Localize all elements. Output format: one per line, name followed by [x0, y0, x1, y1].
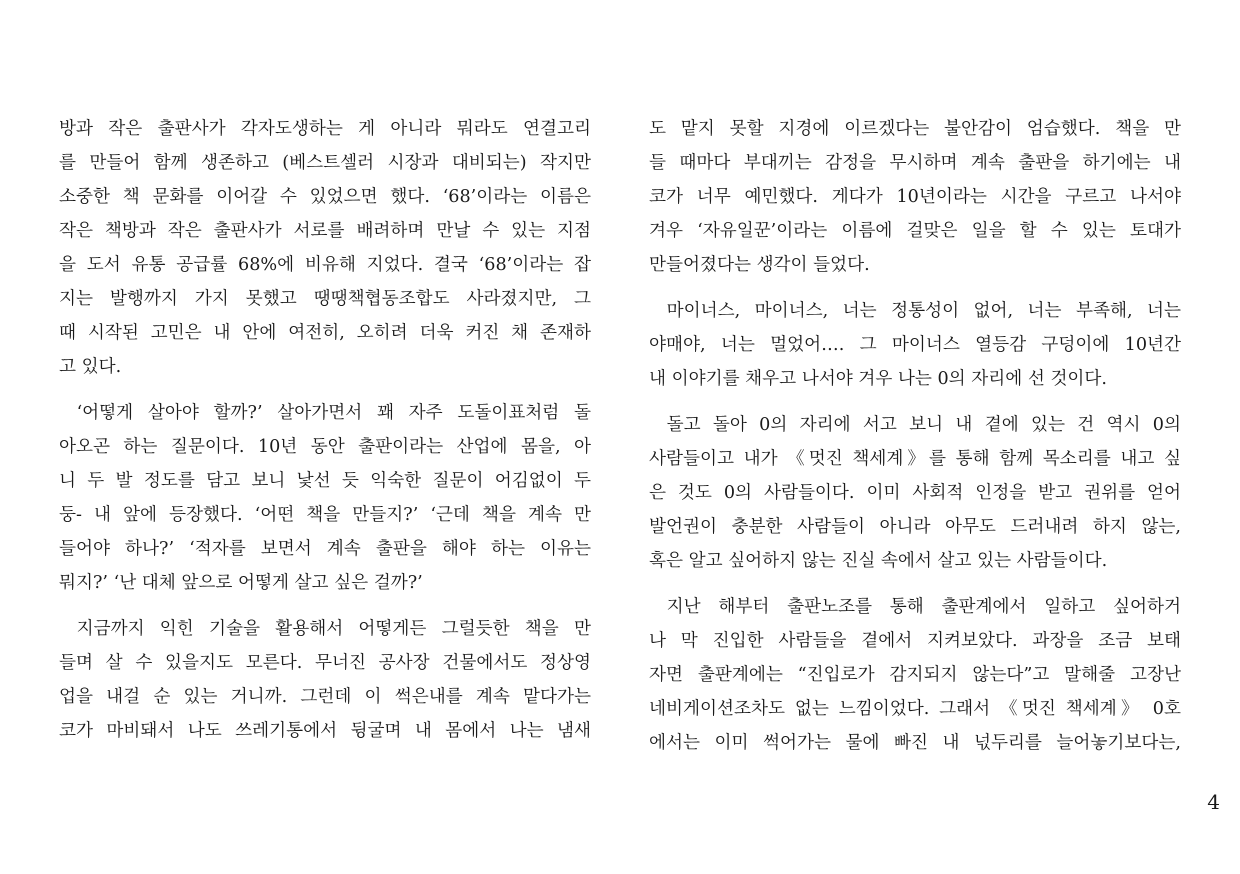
paragraph — [59, 112, 591, 384]
text-line: 네비게이션조차도 없는 느낌이었다. 그래서 《멋진 책세계》 0호 — [649, 699, 1181, 719]
text-line: 에서는 이미 썩어가는 물에 빠진 내 넋두리를 늘어놓기보다는, — [649, 733, 1181, 753]
text-line: 방과 작은 출판사가 각자도생하는 게 아니라 뭐라도 연결고리 — [59, 119, 591, 139]
text-line: 발언권이 충분한 사람들이 아니라 아무도 드러내려 하지 않는, — [649, 517, 1181, 537]
text-line: 은 것도 0의 사람들이다. 이미 사회적 인정을 받고 권위를 얻어 — [649, 483, 1181, 503]
paragraph — [649, 294, 1181, 396]
paragraph — [649, 408, 1181, 578]
text-line: 마이너스, 마이너스, 너는 정통성이 없어, 너는 부족해, 너는 — [666, 301, 1181, 321]
page-number: 4 — [1207, 790, 1220, 814]
text-line: 겨우 ‘자유일꾼’이라는 이름에 걸맞은 일을 할 수 있는 토대가 — [649, 221, 1181, 241]
text-line: 뭐지?’ ‘난 대체 앞으로 어떻게 살고 싶은 걸까?’ — [59, 573, 423, 593]
text-line: 돌고 돌아 0의 자리에 서고 보니 내 곁에 있는 건 역시 0의 — [666, 415, 1181, 435]
text-line: 때 시작된 고민은 내 안에 여전히, 오히려 더욱 커진 채 존재하 — [59, 323, 591, 343]
text-line: 혹은 알고 싶어하지 않는 진실 속에서 살고 있는 사람들이다. — [649, 551, 1108, 571]
text-line: 소중한 책 문화를 이어갈 수 있었으면 했다. ‘68’이라는 이름은 — [59, 187, 591, 207]
text-line: 사람들이고 내가 《멋진 책세계》를 통해 함께 목소리를 내고 싶 — [649, 449, 1181, 469]
text-line: 들 때마다 부대끼는 감정을 무시하며 계속 출판을 하기에는 내 — [649, 153, 1181, 173]
text-line: 작은 책방과 작은 출판사가 서로를 배려하며 만날 수 있는 지점 — [59, 221, 591, 241]
text-line: 만들어졌다는 생각이 들었다. — [649, 255, 870, 275]
text-line: ‘어떻게 살아야 할까?’ 살아가면서 꽤 자주 도돌이표처럼 돌 — [76, 403, 591, 423]
paragraph — [649, 112, 1181, 282]
paragraph — [59, 396, 591, 600]
text-line: 업을 내걸 순 있는 거니까. 그런데 이 썩은내를 계속 맡다가는 — [59, 687, 591, 707]
paragraph — [59, 612, 591, 748]
text-line: 둥- 내 앞에 등장했다. ‘어떤 책을 만들지?’ ‘근데 책을 계속 만 — [59, 505, 591, 525]
text-line: 지는 발행까지 가지 못했고 땡땡책협동조합도 사라졌지만, 그 — [59, 289, 591, 309]
text-line: 를 만들어 함께 생존하고 (베스트셀러 시장과 대비되는) 작지만 — [59, 153, 591, 173]
text-line: 코가 너무 예민했다. 게다가 10년이라는 시간을 구르고 나서야 — [649, 187, 1181, 207]
right-text-column — [649, 112, 1181, 772]
text-line: 야매야, 너는 멀었어…. 그 마이너스 열등감 구덩이에 10년간 — [649, 335, 1181, 355]
text-line: 지금까지 익힌 기술을 활용해서 어떻게든 그럴듯한 책을 만 — [76, 619, 591, 639]
text-line: 들어야 하나?’ ‘적자를 보면서 계속 출판을 해야 하는 이유는 — [59, 539, 591, 559]
text-line: 지난 해부터 출판노조를 통해 출판계에서 일하고 싶어하거 — [666, 597, 1181, 617]
text-line: 니 두 발 정도를 담고 보니 낯선 듯 익숙한 질문이 어김없이 두 — [59, 471, 591, 491]
text-line: 들며 살 수 있을지도 모른다. 무너진 공사장 건물에서도 정상영 — [59, 653, 591, 673]
text-line: 도 맡지 못할 지경에 이르겠다는 불안감이 엄습했다. 책을 만 — [649, 119, 1181, 139]
text-line: 나 막 진입한 사람들을 곁에서 지켜보았다. 과장을 조금 보태 — [649, 631, 1181, 651]
paragraph — [649, 590, 1181, 760]
text-line: 을 도서 유통 공급률 68%에 비유해 지었다. 결국 ‘68’이라는 잡 — [59, 255, 591, 275]
text-line: 아오곤 하는 질문이다. 10년 동안 출판이라는 산업에 몸을, 아 — [59, 437, 591, 457]
text-line: 자면 출판계에는 “진입로가 감지되지 않는다”고 말해줄 고장난 — [649, 665, 1181, 685]
text-line: 코가 마비돼서 나도 쓰레기통에서 뒹굴며 내 몸에서 나는 냄새 — [59, 721, 591, 741]
left-text-column — [59, 112, 591, 760]
text-line: 고 있다. — [59, 357, 122, 377]
text-line: 내 이야기를 채우고 나서야 겨우 나는 0의 자리에 선 것이다. — [649, 369, 1108, 389]
